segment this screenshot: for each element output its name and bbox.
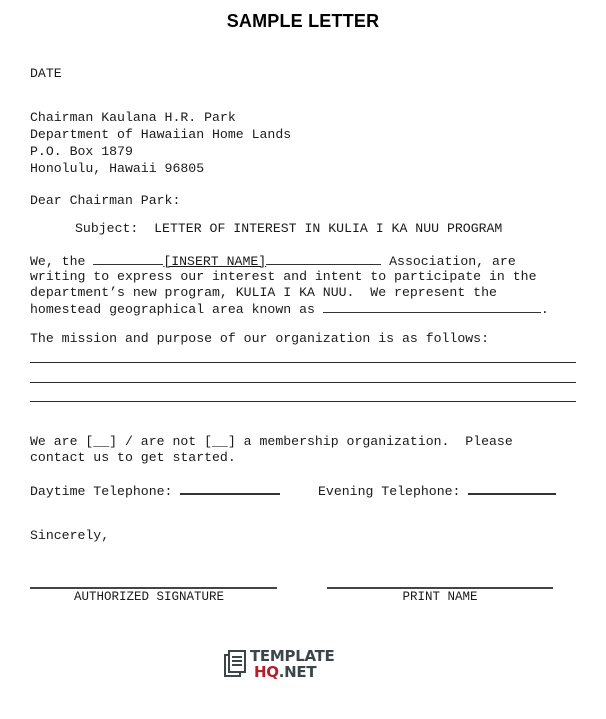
print-name-label: PRINT NAME [402, 590, 478, 604]
authorized-signature-line[interactable] [30, 587, 277, 589]
mission-line-1[interactable] [30, 362, 576, 363]
name-blank-left[interactable] [93, 253, 163, 265]
recipient-po-box: P.O. Box 1879 [30, 144, 133, 159]
mission-line-2[interactable] [30, 382, 576, 383]
recipient-city: Honolulu, Hawaii 96805 [30, 161, 205, 176]
paragraph-text: We, the [30, 254, 94, 269]
mission-prompt: The mission and purpose of our organization is as follows: [30, 331, 489, 346]
letter-title: SAMPLE LETTER [226, 11, 380, 31]
name-blank-right[interactable] [266, 253, 381, 265]
salutation: Dear Chairman Park: [30, 193, 181, 208]
paragraph-line-4 [30, 301, 549, 319]
paragraph-text: . [540, 302, 549, 317]
paragraph-text: Association, are [381, 254, 516, 269]
paragraph-line-1 [30, 253, 516, 271]
logo-text-hq: HQ [254, 663, 279, 681]
logo-text-hqnet [254, 665, 316, 680]
evening-phone-label: Evening Telephone: [318, 484, 469, 499]
recipient-name: Chairman Kaulana H.R. Park [30, 110, 236, 125]
templatehq-logo [224, 648, 344, 684]
daytime-phone-label: Daytime Telephone: [30, 484, 181, 499]
closing: Sincerely, [30, 528, 110, 543]
print-name-line[interactable] [327, 587, 553, 589]
authorized-signature-label: AUTHORIZED SIGNATURE [74, 590, 225, 604]
subject-line: Subject: LETTER OF INTEREST IN KULIA I KA NUU PROGRAM [75, 221, 503, 236]
paragraph-line-2: writing to express our interest and intent to participate in the [30, 269, 537, 284]
document-stack-icon [224, 650, 248, 680]
paragraph-text: homestead geographical area known as [30, 302, 323, 317]
date-label: DATE [30, 66, 62, 81]
logo-text-net: .NET [278, 663, 317, 681]
insert-name-field[interactable]: [INSERT NAME] [163, 254, 267, 269]
evening-phone-blank[interactable] [468, 482, 556, 495]
membership-line-2: contact us to get started. [30, 450, 236, 465]
membership-line-1: We are [__] / are not [__] a membership organization. Please [30, 434, 513, 449]
logo-text-template: TEMPLATE [250, 647, 335, 665]
paragraph-line-3: department’s new program, KULIA I KA NUU. We represent the [30, 285, 497, 300]
recipient-department: Department of Hawaiian Home Lands [30, 127, 292, 142]
daytime-phone-blank[interactable] [180, 482, 280, 495]
daytime-phone-row [30, 482, 280, 501]
evening-phone-row [318, 482, 556, 501]
mission-line-3[interactable] [30, 401, 576, 402]
area-blank[interactable] [323, 301, 541, 313]
